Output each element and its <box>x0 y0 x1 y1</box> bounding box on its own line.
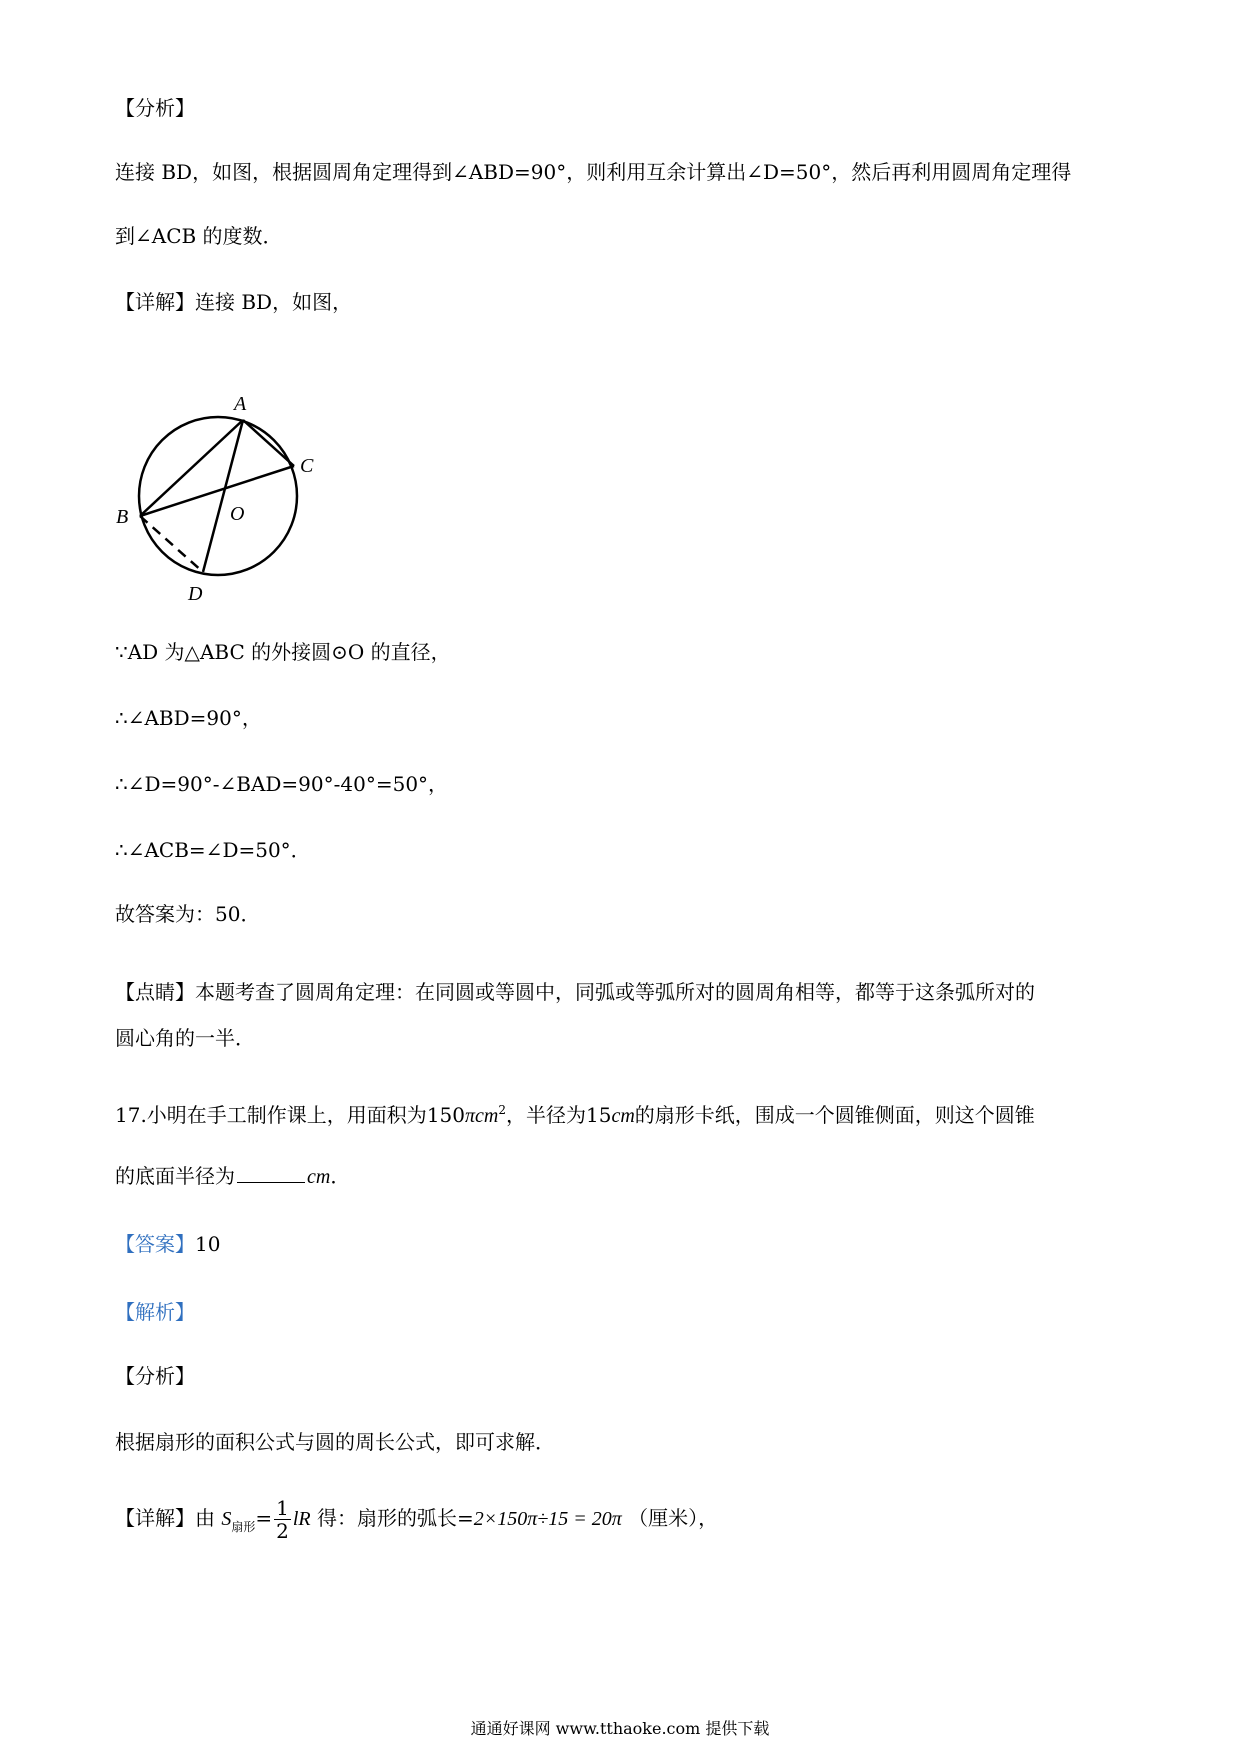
q17-analysis-heading: 【分析】 <box>115 1364 195 1388</box>
q17-text-end: ． <box>330 1164 351 1188</box>
page-footer: 通通好课网 www.tthaoke.com 提供下载 <box>470 1719 770 1738</box>
q17-text-b: ，半径为 <box>506 1103 586 1127</box>
comment-text-1: 本题考查了圆周角定理：在同圆或等圆中，同弧或等弧所对的圆周角相等，都等于这条弧所对的 <box>195 980 1035 1004</box>
step-4: ∴∠ACB=∠D=50°． <box>115 838 311 862</box>
label-a: A <box>234 393 247 415</box>
q17-radius-unit: cm <box>611 1105 635 1127</box>
segment-bd-dashed <box>140 516 203 572</box>
analysis-heading: 【分析】 <box>115 96 195 120</box>
question-17-line-2 <box>115 1162 350 1191</box>
q17-area-pi: π <box>465 1105 476 1127</box>
formula-equals: = <box>255 1506 273 1530</box>
segment-ab <box>140 420 243 516</box>
q17-area-unit: cm <box>475 1105 499 1127</box>
q17-analysis-text: 根据扇形的面积公式与圆的周长公式，即可求解． <box>115 1430 555 1454</box>
q17-area-exponent: 2 <box>498 1103 506 1117</box>
segment-bc <box>140 466 294 516</box>
q17-calculation: 2×150π÷15 = 20π <box>473 1508 622 1530</box>
detail-heading: 【详解】 <box>115 290 195 314</box>
label-c: C <box>300 455 314 477</box>
q17-detail-text-a: 由 <box>195 1506 215 1530</box>
q17-detail-heading: 【详解】 <box>115 1506 195 1530</box>
q17-detail-text-c: （厘米）， <box>628 1506 719 1530</box>
analysis-line-1: 连接 BD，如图，根据圆周角定理得到∠ABD=90°，则利用互余计算出∠D=50°，然后再利用圆周角定理得 <box>115 160 1072 184</box>
label-b: B <box>116 506 129 528</box>
comment-line-1 <box>115 978 1035 1006</box>
formula-s: S <box>221 1508 232 1530</box>
detail-line <box>115 288 352 316</box>
step-3: ∴∠D=90°-∠BAD=90°-40°=50°， <box>115 772 449 796</box>
segment-ac <box>243 420 294 466</box>
q17-answer-heading: 【答案】 <box>115 1232 195 1256</box>
q17-text-c: 的扇形卡纸，围成一个圆锥侧面，则这个圆锥 <box>634 1103 1035 1127</box>
formula-fraction <box>274 1497 291 1542</box>
q17-radius-num: 15 <box>586 1103 612 1127</box>
formula-lr: lR <box>292 1508 311 1530</box>
comment-line-2: 圆心角的一半． <box>115 1026 255 1050</box>
q17-detail-text-b: 得：扇形的弧长= <box>317 1506 474 1530</box>
q17-blank-unit: cm <box>307 1166 331 1188</box>
q17-answer-line <box>115 1230 220 1258</box>
step-1: ∵AD 为△ABC 的外接圆⊙O 的直径， <box>115 640 451 664</box>
label-o: O <box>230 503 245 525</box>
q17-answer-value: 10 <box>195 1232 221 1256</box>
circle-figure <box>108 388 348 613</box>
comment-heading: 【点睛】 <box>115 980 195 1004</box>
answer-blank <box>237 1164 305 1183</box>
segment-ad <box>203 420 243 572</box>
fraction-denominator: 2 <box>276 1519 289 1543</box>
fraction-numerator: 1 <box>276 1496 289 1520</box>
q17-detail-line <box>115 1494 718 1551</box>
step-2: ∴∠ABD=90°， <box>115 706 262 730</box>
analysis-line-2: 到∠ACB 的度数． <box>115 224 283 248</box>
label-d: D <box>188 583 203 605</box>
question-17-line-1 <box>115 1096 1035 1130</box>
q17-text-d: 的底面半径为 <box>115 1164 235 1188</box>
q17-text-a: 17.小明在手工制作课上，用面积为 <box>115 1103 427 1127</box>
q17-parse-heading: 【解析】 <box>115 1300 195 1324</box>
q17-area-num: 150 <box>426 1103 465 1127</box>
answer-line: 故答案为：50． <box>115 902 261 926</box>
formula-s-subscript: 扇形 <box>231 1520 256 1534</box>
detail-text: 连接 BD，如图， <box>195 290 353 314</box>
